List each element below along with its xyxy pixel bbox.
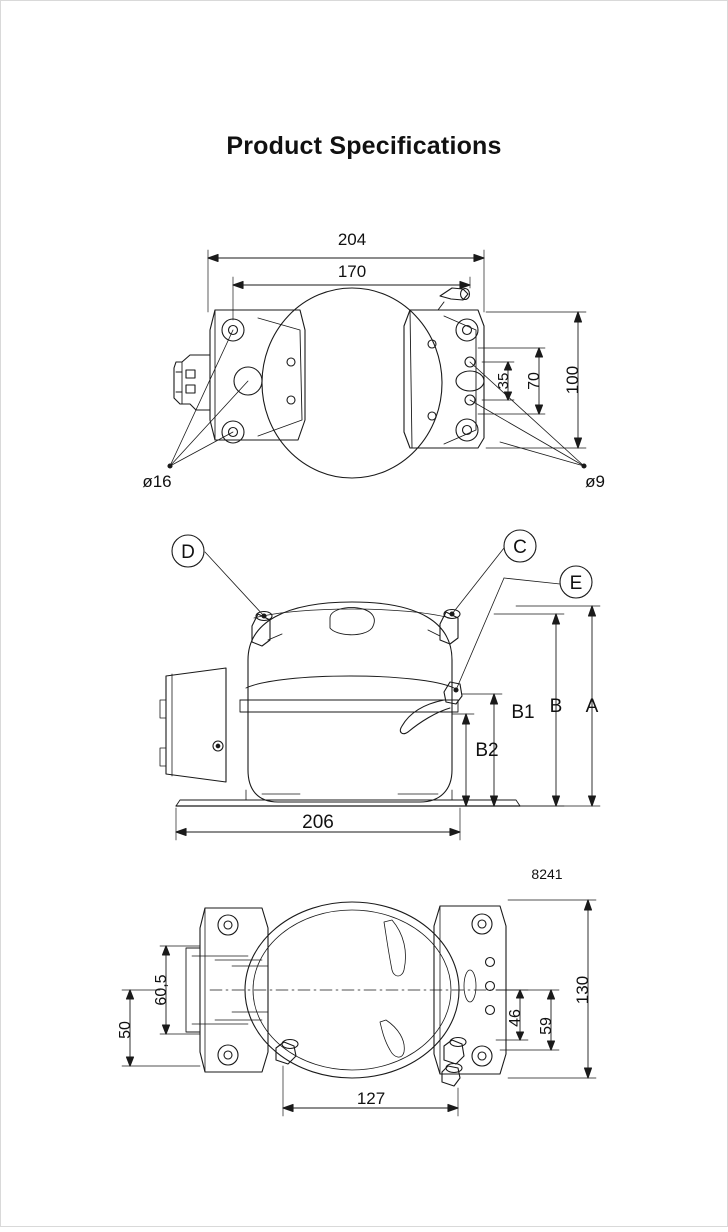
dimension-label-170: 170 — [337, 262, 367, 281]
dimension-label-60-5: 60,5 — [153, 974, 170, 1006]
bottom-view — [117, 866, 596, 1116]
front-view-terminal-box — [160, 668, 226, 782]
callout-D — [172, 535, 266, 618]
dimension-label-206: 206 — [302, 812, 334, 833]
dimension-label-B2: B2 — [475, 740, 499, 761]
dimension-label-46: 46 — [507, 1009, 524, 1027]
top-view-right-mount — [404, 288, 484, 448]
dimension-label-35: 35 — [495, 372, 512, 390]
dimension-label-A: A — [585, 696, 599, 717]
dimension-label-59: 59 — [538, 1017, 555, 1035]
dimension-label-50: 50 — [117, 1021, 134, 1039]
dimension-label-B1: B1 — [511, 702, 535, 723]
dimension-label-70: 70 — [526, 372, 543, 390]
tube-D — [252, 612, 282, 647]
dimension-label-204: 204 — [337, 230, 367, 249]
callout-label-C: C — [513, 537, 527, 558]
dimension-170 — [233, 262, 470, 320]
dimension-label-100: 100 — [563, 365, 582, 395]
top-view — [142, 230, 605, 491]
dimension-label-127: 127 — [356, 1089, 386, 1108]
callout-label-E: E — [569, 573, 583, 594]
dimension-127 — [283, 1066, 458, 1116]
front-view-shell-outline — [248, 602, 452, 802]
top-view-body-outline — [262, 288, 442, 478]
page-title: Product Specifications — [226, 132, 502, 160]
dimension-130 — [508, 900, 596, 1078]
tube-E — [400, 682, 462, 734]
callout-label-dia9: ø9 — [585, 472, 605, 491]
dimension-label-130: 130 — [573, 975, 592, 1005]
front-view — [160, 530, 600, 840]
dimension-label-B: B — [549, 696, 563, 717]
top-view-left-mount — [174, 310, 305, 443]
dimension-206 — [176, 808, 460, 840]
dimension-46 — [496, 990, 528, 1040]
part-number-label: 8241 — [531, 866, 563, 882]
callout-dia16 — [142, 330, 248, 491]
dimension-35 — [482, 362, 514, 400]
callout-label-dia16: ø16 — [142, 472, 172, 491]
callout-label-D: D — [181, 542, 195, 563]
dimension-B2 — [452, 714, 499, 806]
bottom-view-tubes — [276, 1038, 466, 1087]
